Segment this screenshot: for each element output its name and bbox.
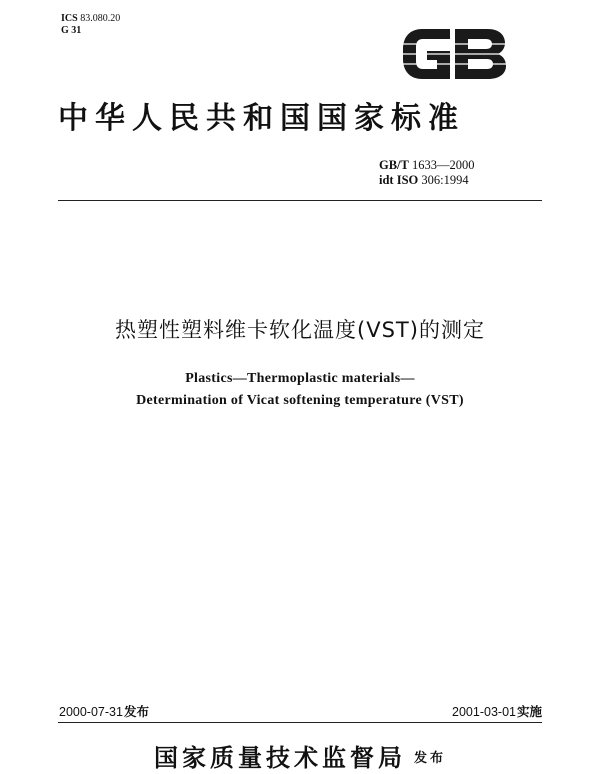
- implement-date-block: [452, 704, 542, 720]
- idt-line: [379, 173, 475, 188]
- issue-label: 发布: [123, 705, 149, 719]
- national-standard-title: 中华人民共和国国家标准: [58, 101, 465, 136]
- issuer-name: 国家质量技术监督局: [153, 743, 406, 772]
- implement-date: 2001-03-01: [452, 705, 516, 719]
- standard-code-prefix: GB/T: [379, 158, 409, 172]
- issuer-block: [0, 742, 600, 774]
- classification-codes: [61, 13, 120, 37]
- idt-number: 306:1994: [421, 173, 469, 187]
- standard-code-block: [379, 158, 475, 188]
- ics-label: ICS: [61, 13, 78, 24]
- issuer-action: 发布: [413, 751, 446, 766]
- idt-prefix: idt ISO: [379, 173, 419, 187]
- standard-code-number: 1633—2000: [412, 158, 475, 172]
- ics-line: [61, 13, 120, 25]
- ics-code: 83.080.20: [80, 13, 121, 24]
- ccs-code: G 31: [61, 25, 82, 36]
- header-divider: [58, 200, 542, 201]
- document-title-en-line2: Determination of Vicat softening temperature (VST): [136, 393, 464, 408]
- issue-date-block: [59, 704, 149, 720]
- document-title-en: [0, 368, 600, 412]
- standard-code-line: [379, 158, 475, 173]
- gb-logo: [400, 25, 508, 83]
- implement-label: 实施: [516, 705, 542, 719]
- document-title-en-line1: Plastics—Thermoplastic materials—: [185, 371, 415, 386]
- issue-date: 2000-07-31: [59, 705, 123, 719]
- document-title-cn: 热塑性塑料维卡软化温度(VST)的测定: [115, 318, 485, 342]
- footer-divider: [58, 722, 542, 723]
